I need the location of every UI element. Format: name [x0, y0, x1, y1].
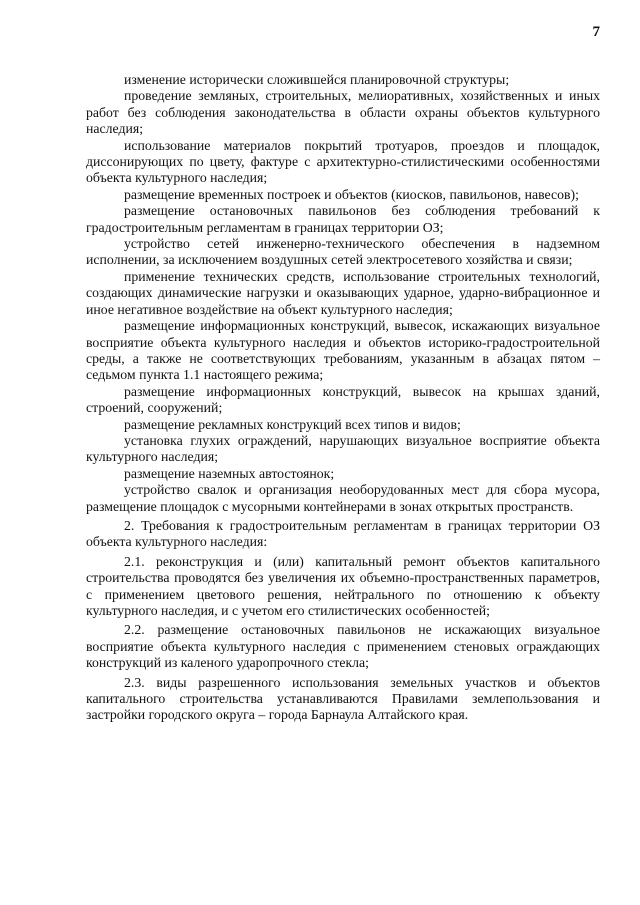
paragraph: размещение наземных автостоянок;: [124, 465, 335, 481]
paragraph: использование материалов покрытий тротуаров, проездов и площадок, диссонирующих по цвету, фактуре с архитектурно-стилистическими особенностями объекта культурного наследия;: [86, 137, 600, 186]
paragraph: 2.3. виды разрешенного использования земельных участков и объектов капитального строительства устанавливаются Правилами землепользования и застройки городского округа – города Барнаула Алтайского края.: [86, 674, 600, 723]
paragraph: 2.2. размещение остановочных павильонов не искажающих визуальное восприятие объекта культурного наследия с применением стеновых ограждающих конструкций из каленого ударопрочного стекла;: [86, 622, 600, 671]
paragraph: размещение временных построек и объектов (киосков, павильонов, навесов);: [124, 186, 579, 202]
paragraph: установка глухих ограждений, нарушающих визуальное восприятие объекта культурного наследия;: [86, 432, 600, 465]
paragraph: проведение земляных, строительных, мелиоративных, хозяйственных и иных работ без соблюдения законодательства в области охраны объектов культурного наследия;: [86, 88, 600, 137]
paragraph: размещение информационных конструкций, вывесок, искажающих визуальное восприятие объекта культурного наследия и объектов историко-градостроительной среды, а также не соответствующих требованиям, указанным в абзацах пятом – седьмом пункта 1.1 настоящего режима;: [86, 318, 600, 383]
document-body: [86, 72, 600, 724]
paragraph: размещение информационных конструкций, вывесок на крышах зданий, строений, сооружений;: [86, 383, 600, 416]
paragraph: размещение остановочных павильонов без соблюдения требований к градостроительным регламентам в границах территории ОЗ;: [86, 203, 600, 235]
paragraph: 2.1. реконструкция и (или) капитальный ремонт объектов капитального строительства проводятся без увеличения их объемно-пространственных параметров, с применением цветового решения, нейтрального по отношению к объекту культурного наследия, и с учетом его стилистических особенностей;: [86, 553, 600, 618]
paragraph: устройство свалок и организация необорудованных мест для сбора мусора, размещение площадок с мусорными контейнерами в зонах открытых пространств.: [86, 482, 600, 514]
paragraph: устройство сетей инженерно-технического обеспечения в надземном исполнении, за исключением воздушных сетей электросетевого хозяйства и связи;: [86, 236, 600, 268]
section-heading: 2. Требования к градостроительным регламентам в границах территории ОЗ объекта культурного наследия:: [86, 517, 600, 550]
page-number: 7: [592, 24, 600, 40]
paragraph: размещение рекламных конструкций всех типов и видов;: [124, 416, 461, 432]
paragraph: изменение исторически сложившейся планировочной структуры;: [124, 72, 510, 87]
paragraph: применение технических средств, использование строительных технологий, создающих динамические нагрузки и оказывающих ударное, ударно-вибрационное и иное негативное воздействие на объект культурного наследия;: [86, 268, 600, 317]
